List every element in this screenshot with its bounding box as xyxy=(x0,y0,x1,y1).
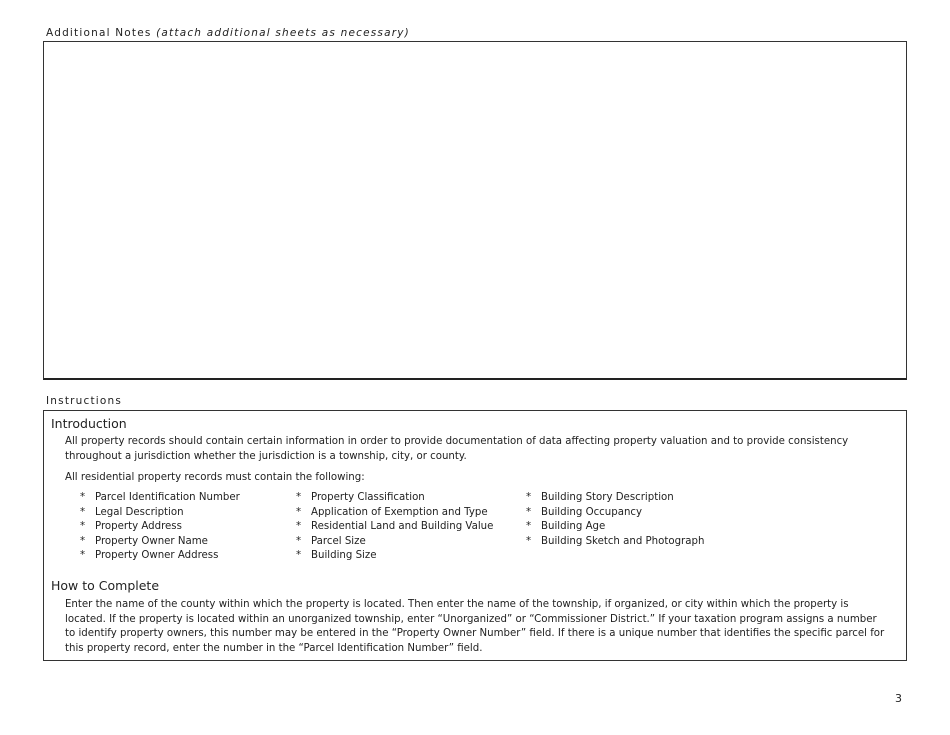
additional-notes-label xyxy=(46,27,410,39)
additional-notes-hint: (attach additional sheets as necessary) xyxy=(156,27,410,39)
bullet: * xyxy=(526,492,532,503)
list-item: * Building Size xyxy=(296,549,493,564)
bullet: * xyxy=(80,535,86,547)
introduction-paragraph: All property records should contain certain information in order to provide documentation of data affecting property valuation and to provide consistency throughout a jurisdiction whether the jurisdiction is a township, city, or county. xyxy=(65,436,849,462)
how-to-complete-paragraph: Enter the name of the county within which the property is located. Then enter the name of the township, if organized, or city within which the property is located. If the property is located within an unorganized township, enter “Unorganized” or “Commissioner District.” If your taxation program assigns a number to identify property owners, this number may be entered in the “Property Owner Number” field. If there is a unique number that identifies the specific parcel for this property record, enter the number in the “Parcel Identification Number” field. xyxy=(65,599,885,654)
bullet: * xyxy=(80,506,86,518)
list-item: * Building Occupancy xyxy=(526,506,704,521)
list-item: * Property Address xyxy=(80,520,240,535)
bullet: * xyxy=(296,506,302,518)
list-item: * Property Owner Address xyxy=(80,549,240,564)
list-item: * Application of Exemption and Type xyxy=(296,506,493,521)
additional-notes-field[interactable] xyxy=(43,41,907,380)
bullet: * xyxy=(526,521,532,532)
list-item: * Building Age xyxy=(526,520,704,535)
required-fields-column-2 xyxy=(296,491,493,564)
bullet: * xyxy=(296,521,302,532)
list-item: * Property Owner Name xyxy=(80,535,240,550)
required-fields-column-1 xyxy=(80,491,240,564)
instructions-label: Instructions xyxy=(46,395,123,407)
bullet: * xyxy=(296,550,302,561)
bullet: * xyxy=(526,506,532,518)
required-fields-column-3 xyxy=(526,491,704,549)
how-to-complete-heading: How to Complete xyxy=(51,578,160,593)
instructions-box xyxy=(43,410,907,661)
list-item: * Parcel Size xyxy=(296,535,493,550)
bullet: * xyxy=(80,521,86,532)
bullet: * xyxy=(80,550,86,561)
list-item: * Building Story Description xyxy=(526,491,704,506)
list-item: * Building Sketch and Photograph xyxy=(526,535,704,550)
bullet: * xyxy=(296,535,302,547)
bullet: * xyxy=(296,492,302,503)
bullet: * xyxy=(526,535,532,547)
list-item: * Residential Land and Building Value xyxy=(296,520,493,535)
required-fields-intro: All residential property records must contain the following: xyxy=(65,472,365,483)
additional-notes-title: Additional Notes xyxy=(46,27,152,39)
bullet: * xyxy=(80,492,86,503)
list-item: * Parcel Identification Number xyxy=(80,491,240,506)
list-item: * Property Classification xyxy=(296,491,493,506)
page-number: 3 xyxy=(895,692,902,705)
list-item: * Legal Description xyxy=(80,506,240,521)
introduction-heading: Introduction xyxy=(51,416,127,431)
